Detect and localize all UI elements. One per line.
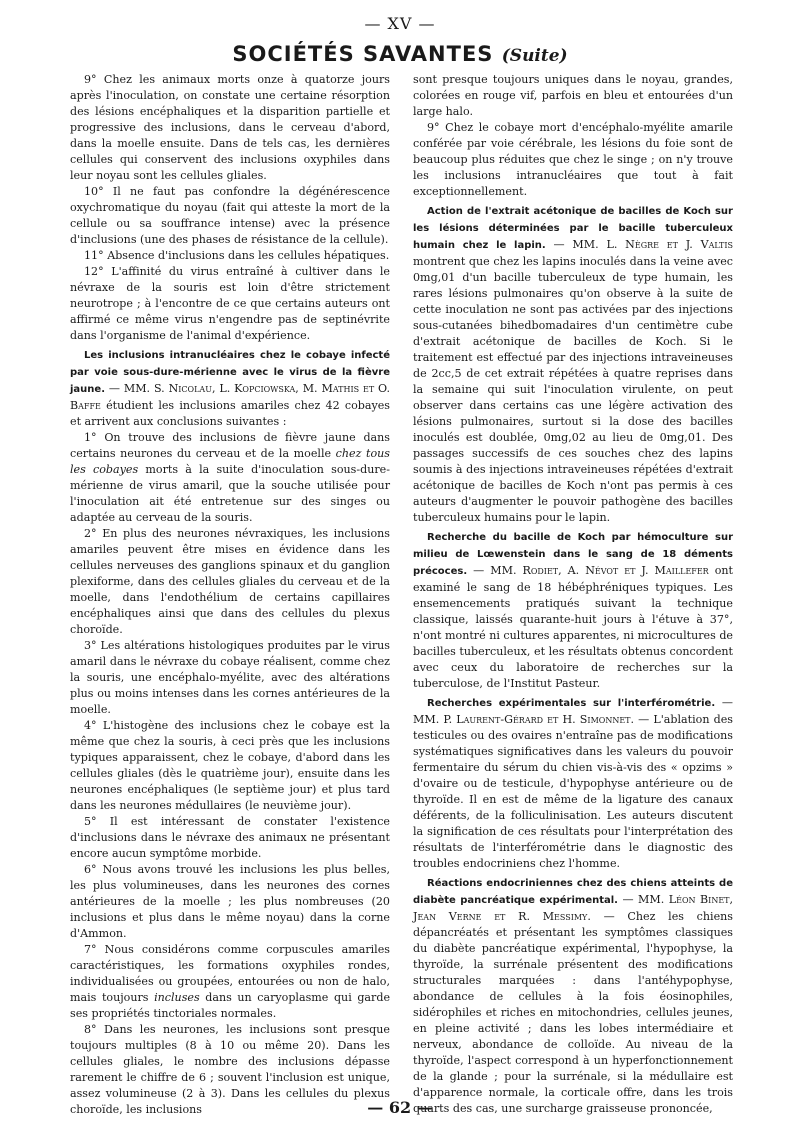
- report-authors: P. Laurent-Gérard et H. Simonnet.: [443, 713, 635, 726]
- report-heading: Action de l'extrait acétonique de bacilles de Koch sur les lésions déterminées par le bacille tuberculeux humain chez le lapin.: [413, 206, 733, 251]
- report-authors-prefix: — MM.: [473, 564, 517, 577]
- conclusion-1-text-b: morts à la suite d'inoculation sous-dure-mérienne de virus amaril, que la souche utilisée pour l'inoculation ait été entretenue sur des singes ou adaptée au cerveau de la souris.: [70, 463, 390, 524]
- report-body: — L'ablation des testicules ou des ovaires n'entraîne pas de modifications systématiques significatives dans les valeurs du pouvoir fermentaire du sérum du chien vis-à-vis des « opzims » d'ovaire ou de testicule, d'hypophyse antérieure ou de thyroïde. Il en est de même de la ligature des canaux déférents, de la folliculinisation. Les auteurs discutent la signification de ces résultats pour l'interprétation des résultats de l'interférométrie dans le diagnostic des troubles endocriniens chez l'homme.: [413, 713, 733, 870]
- roman-page-header: — XV —: [364, 14, 436, 33]
- report-authors: Rodiet, A. Névot et J. Maillefer: [522, 564, 709, 577]
- report-heading: Les inclusions intranucléaires chez le cobaye infecté par voie sous-dure-mérienne avec le virus de la fièvre jaune.: [70, 350, 390, 395]
- conclusion-9: 9° Chez le cobaye mort d'encéphalo-myélite amarile conférée par voie cérébrale, les lésions du foie sont de beaucoup plus réduites que chez le singe ; on n'y trouve les inclusions intranucléaires que tout à fait exceptionnellement.: [413, 121, 733, 198]
- report-authors: L. Nègre et J. Valtis: [606, 238, 734, 251]
- conclusion-3: 3° Les altérations histologiques produites par le virus amaril dans le névraxe du cobaye réalisent, comme chez la souris, une encéphalo-myélite, avec des altérations plus ou moins intenses dans les cornes antérieures de la moelle.: [70, 639, 390, 716]
- report-authors: S. Nicolau, L. Kopciowska, M. Mathis et O. Baffe: [70, 382, 390, 412]
- report-authors-prefix: — MM.: [622, 893, 665, 906]
- section-title-text: SOCIÉTÉS SAVANTES: [232, 42, 494, 66]
- conclusion-4: 4° L'histogène des inclusions chez le cobaye est la même que chez la souris, à ceci près que les inclusions typiques apparaissent, chez le cobaye, d'abord dans les cellules gliales (dès le quatrième jour), ensuite dans les neurones encéphaliques (le septième jour) et plus tard dans les neurones médullaires (le neuvième jour).: [70, 719, 390, 812]
- conclusion-1-text-a: 1° On trouve des inclusions de fièvre jaune dans certains neurones du cerveau et de la moelle: [70, 431, 390, 460]
- paragraph-11: 11° Absence d'inclusions dans les cellules hépatiques.: [84, 249, 390, 262]
- conclusion-8: 8° Dans les neurones, les inclusions sont presque toujours multiples (8 à 10 ou même 20). Dans les cellules gliales, le nombre des inclusions dépasse rarement le chiffre de 6 ; souvent l'inclusion est unique, assez volumineuse (2 à 3). Dans les cellules du plexus choroïde, les inclusions: [70, 1023, 390, 1116]
- paragraph-10: 10° Il ne faut pas confondre la dégénérescence oxychromatique du noyau (fait qui atteste la mort de la cellule ou sa souffrance intense) avec la présence d'inclusions (une des phases de résistance de la cellule).: [70, 185, 390, 246]
- report-authors-prefix: — MM.: [108, 382, 151, 395]
- conclusion-7-text-b: dans un caryoplasme qui garde ses propriétés tinctoriales normales.: [70, 991, 391, 1020]
- report-authors-prefix: — MM.: [553, 238, 599, 251]
- report-hemoculture: [413, 529, 733, 692]
- conclusion-7-italic: incluses: [154, 991, 200, 1004]
- section-title: [0, 42, 800, 66]
- report-heading: Recherches expérimentales sur l'interférométrie.: [427, 698, 716, 709]
- conclusion-7: [70, 942, 390, 1022]
- section-title-suite: (Suite): [501, 46, 568, 66]
- conclusion-1-italic: chez tous les cobayes: [70, 447, 390, 476]
- right-column: [413, 72, 733, 1117]
- report-heading: Réactions endocriniennes chez des chiens atteints de diabète pancréatique expérimental.: [413, 878, 733, 906]
- continuation-paragraph: sont presque toujours uniques dans le noyau, grandes, colorées en rouge vif, parfois en bleu et entourées d'un large halo.: [413, 73, 733, 118]
- report-body: — Chez les chiens dépancréatés et présentant les symptômes classiques du diabète pancréatique expérimental, l'hypophyse, la thyroïde, la surrénale présentent des modifications structurales marquées : dans l'antéhypophyse, abondance de cellules à la fois éosinophiles, sidérophiles et riches en mitochondries, cellules jeunes, en pleine activité ; dans les lobes intermédiaire et nerveux, abondance de colloïde. Au niveau de la thyroïde, l'aspect correspond à un hyperfonctionnement de la glande ; pour la surrénale, si la médullaire est d'apparence normale, la corticale offre, dans les trois quarts des cas, une surcharge graisseuse prononcée,: [413, 910, 733, 1115]
- conclusion-2: 2° En plus des neurones névraxiques, les inclusions amariles peuvent être mises en évidence dans les cellules nerveuses des ganglions spinaux et du ganglion plexiforme, dans des cellules gliales du cerveau et de la moelle, dans l'endothélium de certains capillaires encéphaliques ainsi que dans des cellules du plexus choroïde.: [70, 527, 390, 636]
- paragraph-12: 12° L'affinité du virus entraîné à cultiver dans le névraxe de la souris est loin d'être strictement neurotrope ; à l'encontre de ce que certains auteurs ont affirmé ce même virus n'engendre pas de septinévrite dans l'organisme de l'animal d'expérience.: [70, 265, 390, 342]
- report-endocrine-reactions: [413, 875, 733, 1117]
- report-authors: Léon Binet, Jean Verne et R. Messimy.: [413, 893, 734, 923]
- conclusion-6: 6° Nous avons trouvé les inclusions les plus belles, les plus volumineuses, dans les neurones des cornes antérieures de la moelle ; les plus nombreuses (20 inclusions et plus dans le même noyau) dans la corne d'Ammon.: [70, 863, 390, 940]
- report-body: ont examiné le sang de 18 hébéphréniques typiques. Les ensemencements pratiqués suivant la technique classique, laissés quarante-huit jours à l'étuve à 37°, n'ont montré ni cultures apparentes, ni microcultures de bacilles tuberculeux, et les résultats obtenus concordent avec ceux du laboratoire de recherches sur la tuberculose, de l'Institut Pasteur.: [413, 564, 734, 690]
- paragraph-9: 9° Chez les animaux morts onze à quatorze jours après l'inoculation, on constate une certaine résorption des lésions encéphaliques et la disparition partielle et progressive des inclusions, dans le cerveau d'abord, dans la moelle ensuite. Dans de tels cas, les dernières cellules qui conservent des inclusions oxyphiles dans leur noyau sont les cellules gliales.: [70, 73, 390, 182]
- report-body: montrent que chez les lapins inoculés dans la veine avec 0mg,01 d'un bacille tuberculeux de type humain, les rares lésions pulmonaires qu'on observe à la suite de cette inoculation ne sont pas activées par des injections sous-cutanées bihedbomadaires d'un centimètre cube d'extrait acétonique de bacilles de Koch. Si le traitement est effectué par des injections intraveineuses de 2cc,5 de cet extrait répétées à quatre reprises dans la semaine qui suit l'inoculation virulente, on peut observer dans certains cas une légère activation des lésions pulmonaires, surtout si la dose des bacilles inoculés est doublée, 0mg,02 au lieu de 0mg,01. Des passages successifs de ces souches chez des lapins soumis à des injections intraveineuses répétées d'extrait acétonique de bacilles de Koch n'ont pas permis à ces auteurs d'augmenter le pouvoir pathogène des bacilles tuberculeux humains pour le lapin.: [413, 255, 733, 524]
- report-heading: Recherche du bacille de Koch par hémoculture sur milieu de Lœwenstein dans le sang de 18 déments précoces.: [413, 532, 733, 577]
- conclusion-5: 5° Il est intéressant de constater l'existence d'inclusions dans le névraxe des animaux ne présentant encore aucun symptôme morbide.: [70, 815, 390, 860]
- report-yellow-fever-guinea-pig: [70, 347, 390, 430]
- report-interferometry: [413, 695, 733, 872]
- report-authors-prefix: — MM.: [413, 696, 734, 726]
- conclusion-7-text-a: 7° Nous considérons comme corpuscules amariles caractéristiques, les formations oxyphiles rondes, individualisées ou groupées, entourées ou non de halo, mais toujours: [70, 943, 390, 1004]
- conclusion-1: [70, 430, 390, 526]
- page-number: — 62 —: [367, 1098, 433, 1117]
- report-acetone-extract: [413, 203, 733, 526]
- left-column: [70, 72, 390, 1118]
- report-intro: étudient les inclusions amariles chez 42 cobayes et arrivent aux conclusions suivantes :: [70, 399, 391, 428]
